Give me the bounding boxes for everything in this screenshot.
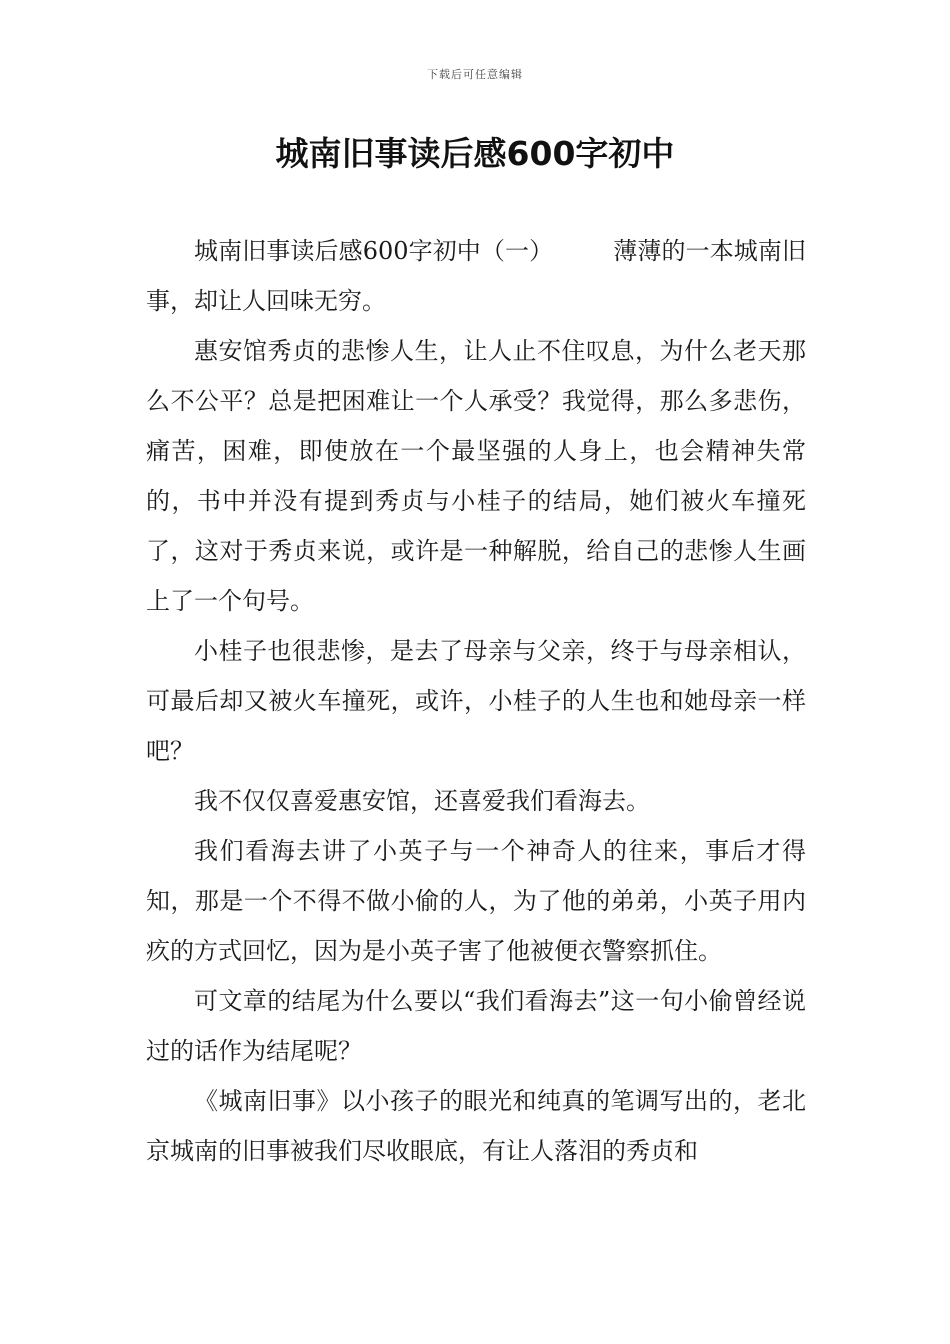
paragraph-6: 可文章的结尾为什么要以“我们看海去”这一句小偷曾经说过的话作为结尾呢？ [146, 987, 806, 1065]
paragraph-4: 我不仅仅喜爱惠安馆，还喜爱我们看海去。 [194, 787, 650, 815]
paragraph-1-text: 薄薄的一本城南旧事，却让人回味无穷。 [146, 237, 806, 315]
paragraph-1 [146, 226, 806, 326]
paragraph-2: 惠安馆秀贞的悲惨人生，让人止不住叹息，为什么老天那么不公平？总是把困难让一个人承受？我觉得，那么多悲伤，痛苦，困难，即使放在一个最坚强的人身上，也会精神失常的，书中并没有提到秀贞与小桂子的结局，她们被火车撞死了，这对于秀贞来说，或许是一种解脱，给自己的悲惨人生画上了一个句号。 [146, 337, 806, 615]
paragraph-7: 《城南旧事》以小孩子的眼光和纯真的笔调写出的，老北京城南的旧事被我们尽收眼底，有让人落泪的秀贞和 [146, 1087, 806, 1165]
document-title: 城南旧事读后感600字初中 [275, 134, 675, 173]
paragraph-3: 小桂子也很悲惨，是去了母亲与父亲，终于与母亲相认，可最后却又被火车撞死，或许，小桂子的人生也和她母亲一样吧？ [146, 637, 806, 765]
document-body [146, 226, 806, 1176]
paragraph-5: 我们看海去讲了小英子与一个神奇人的往来，事后才得知，那是一个不得不做小偷的人，为了他的弟弟，小英子用内疚的方式回忆，因为是小英子害了他被便衣警察抓住。 [146, 837, 806, 965]
header-note: 下载后可任意编辑 [427, 68, 523, 81]
paragraph-1-lead: 城南旧事读后感600字初中（一） [194, 237, 554, 265]
